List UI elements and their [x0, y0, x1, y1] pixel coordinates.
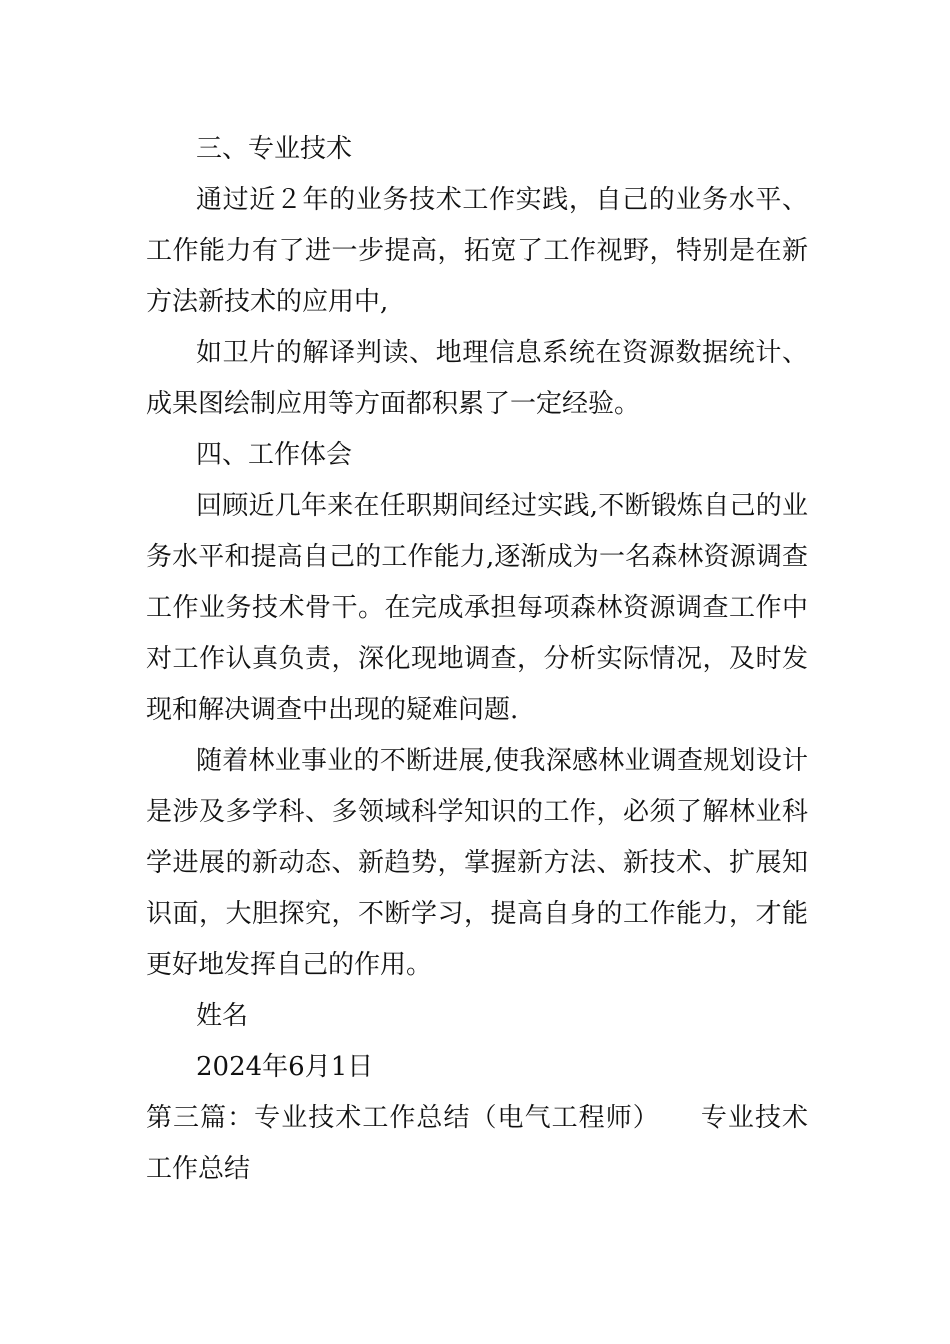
- signature-date: 2024年6月1日: [196, 1052, 374, 1082]
- document-body: [146, 124, 808, 1195]
- section-three-heading: 三、专业技术: [196, 134, 353, 164]
- section-four-paragraph-2: 随着林业事业的不断进展,使我深感林业调查规划设计是涉及多学科、多领域科学知识的工作，必须了解林业科学进展的新动态、新趋势，掌握新方法、新技术、扩展知识面，大胆探究，不断学习，提高自身的工作能力，才能更好地发挥自己的作用。: [146, 746, 808, 980]
- section-three-paragraph-1: 通过近２年的业务技术工作实践，自己的业务水平、工作能力有了进一步提高，拓宽了工作视野，特别是在新方法新技术的应用中,: [146, 185, 808, 317]
- signature-name: 姓名: [196, 1001, 249, 1031]
- next-article-title: 第三篇：专业技术工作总结（电气工程师） 专业技术工作总结: [146, 1103, 808, 1184]
- section-three-paragraph-2: 如卫片的解译判读、地理信息系统在资源数据统计、成果图绘制应用等方面都积累了一定经验。: [146, 338, 808, 419]
- section-four-heading: 四、工作体会: [196, 440, 353, 470]
- section-four-paragraph-1: 回顾近几年来在任职期间经过实践,不断锻炼自己的业务水平和提高自己的工作能力,逐渐成为一名森林资源调查工作业务技术骨干。在完成承担每项森林资源调查工作中对工作认真负责，深化现地调查，分析实际情况，及时发现和解决调查中出现的疑难问题.: [146, 491, 808, 725]
